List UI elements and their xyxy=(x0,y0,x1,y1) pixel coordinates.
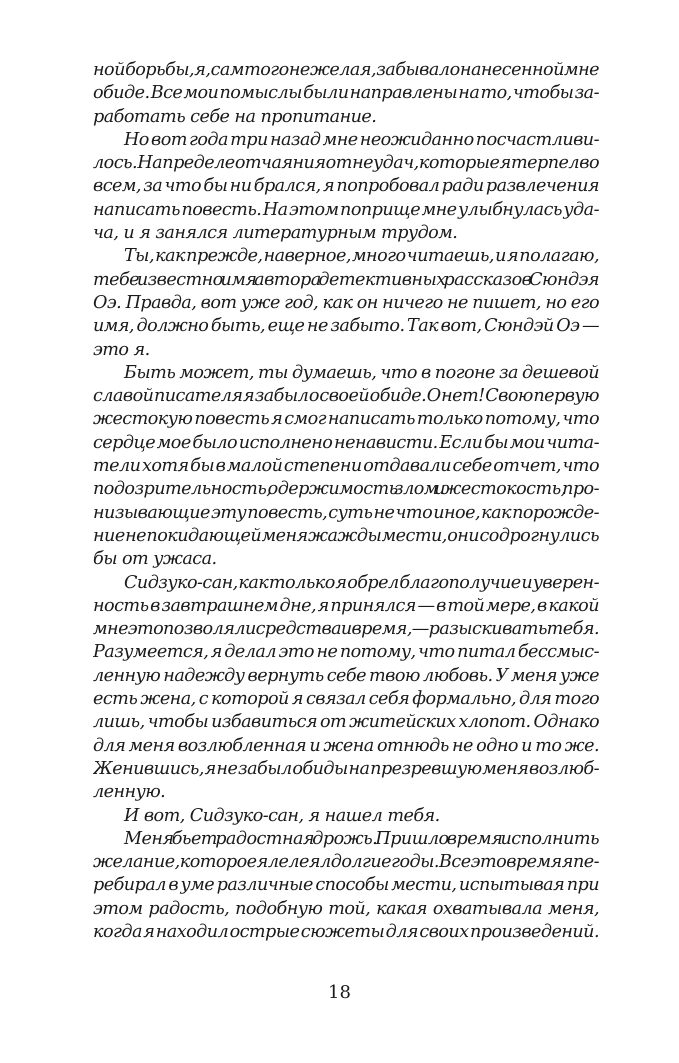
text-line: для меня возлюбленная и жена отнюдь не одно и то же. xyxy=(93,735,599,756)
text-line: сердце мое было исполнено ненависти. Если бы мои чита- xyxy=(93,432,599,453)
text-line: ленную надежду вернуть себе твою любовь. У меня уже xyxy=(93,665,599,686)
text-line: ленную. xyxy=(93,782,166,803)
text-line: Меня бьет радостная дрожь. Пришло время исполнить xyxy=(124,828,599,849)
text-line: подозрительность, одержимость злом и жестокость, про- xyxy=(93,479,599,500)
text-line: этом радость, подобную той, какая охватывала меня, xyxy=(93,898,599,919)
text-line: ребирал в уме различные способы мести, испытывая при xyxy=(93,875,599,896)
text-line: Сидзуко-сан, как только я обрел благополучие и уверен- xyxy=(124,572,599,593)
text-line: работать себе на пропитание. xyxy=(93,106,377,127)
text-line: Но вот года три назад мне неожиданно посчастливи- xyxy=(124,129,599,150)
text-line: ча, и я занялся литературным трудом. xyxy=(93,223,458,244)
text-line: славой писателя я забыл о своей обиде. О нет! Свою первую xyxy=(93,386,599,407)
text-line: лось. На пределе отчаяния от неудач, которые я терпел во xyxy=(93,153,599,174)
text-line: Разумеется, я делал это не потому, что питал бессмыс- xyxy=(93,642,599,663)
text-line: жестокую повесть я смог написать только потому, что xyxy=(93,409,599,430)
text-line: бы от ужаса. xyxy=(93,549,217,570)
text-line: Быть может, ты думаешь, что в погоне за дешевой xyxy=(124,362,599,383)
text-line: тели хотя бы в малой степени отдавали себе отчет, что xyxy=(93,456,599,477)
text-line: когда я находил острые сюжеты для своих произведений. xyxy=(93,921,599,942)
text-line: ной борьбы, я, сам того не желая, забывал о нанесенной мне xyxy=(93,60,599,80)
text-line: Женившись, я не забыл обиды на презревшую меня возлюб- xyxy=(93,758,599,779)
text-line: ность в завтрашнем дне, я принялся — в той мере, в какой xyxy=(93,595,599,616)
page-number: 18 xyxy=(328,982,351,1003)
text-line: обиде. Все мои помыслы были направлены на то, чтобы за- xyxy=(93,83,599,104)
text-line: желание, которое я лелеял долгие годы. Все это время я пе- xyxy=(93,852,599,873)
text-line: мне это позволяли средства и время, — разыскивать тебя. xyxy=(93,619,599,640)
text-line: имя, должно быть, еще не забыто. Так вот, Сюндэй Оэ — xyxy=(93,316,599,337)
text-line: Ты, как прежде, наверное, много читаешь, и я полагаю, xyxy=(124,246,599,267)
text-line: низывающие эту повесть, суть не что иное, как порожде- xyxy=(93,502,599,523)
text-line: ние не покидающей меня жажды мести, они содрогнулись xyxy=(93,525,599,546)
text-line: лишь, чтобы избавиться от житейских хлопот. Однако xyxy=(93,712,599,733)
text-line: И вот, Сидзуко-сан, я нашел тебя. xyxy=(124,805,440,826)
body-text xyxy=(93,59,599,944)
text-line: написать повесть. На этом поприще мне улыбнулась уда- xyxy=(93,199,599,220)
text-line: тебе известно имя автора детективных рассказов Сюндэя xyxy=(93,269,599,290)
text-line: Оэ. Правда, вот уже год, как он ничего не пишет, но его xyxy=(93,292,599,313)
text-line: всем, за что бы ни брался, я попробовал ради развлечения xyxy=(93,176,599,197)
text-line: есть жена, с которой я связал себя формально, для того xyxy=(93,689,599,710)
text-line: это я. xyxy=(93,339,150,360)
